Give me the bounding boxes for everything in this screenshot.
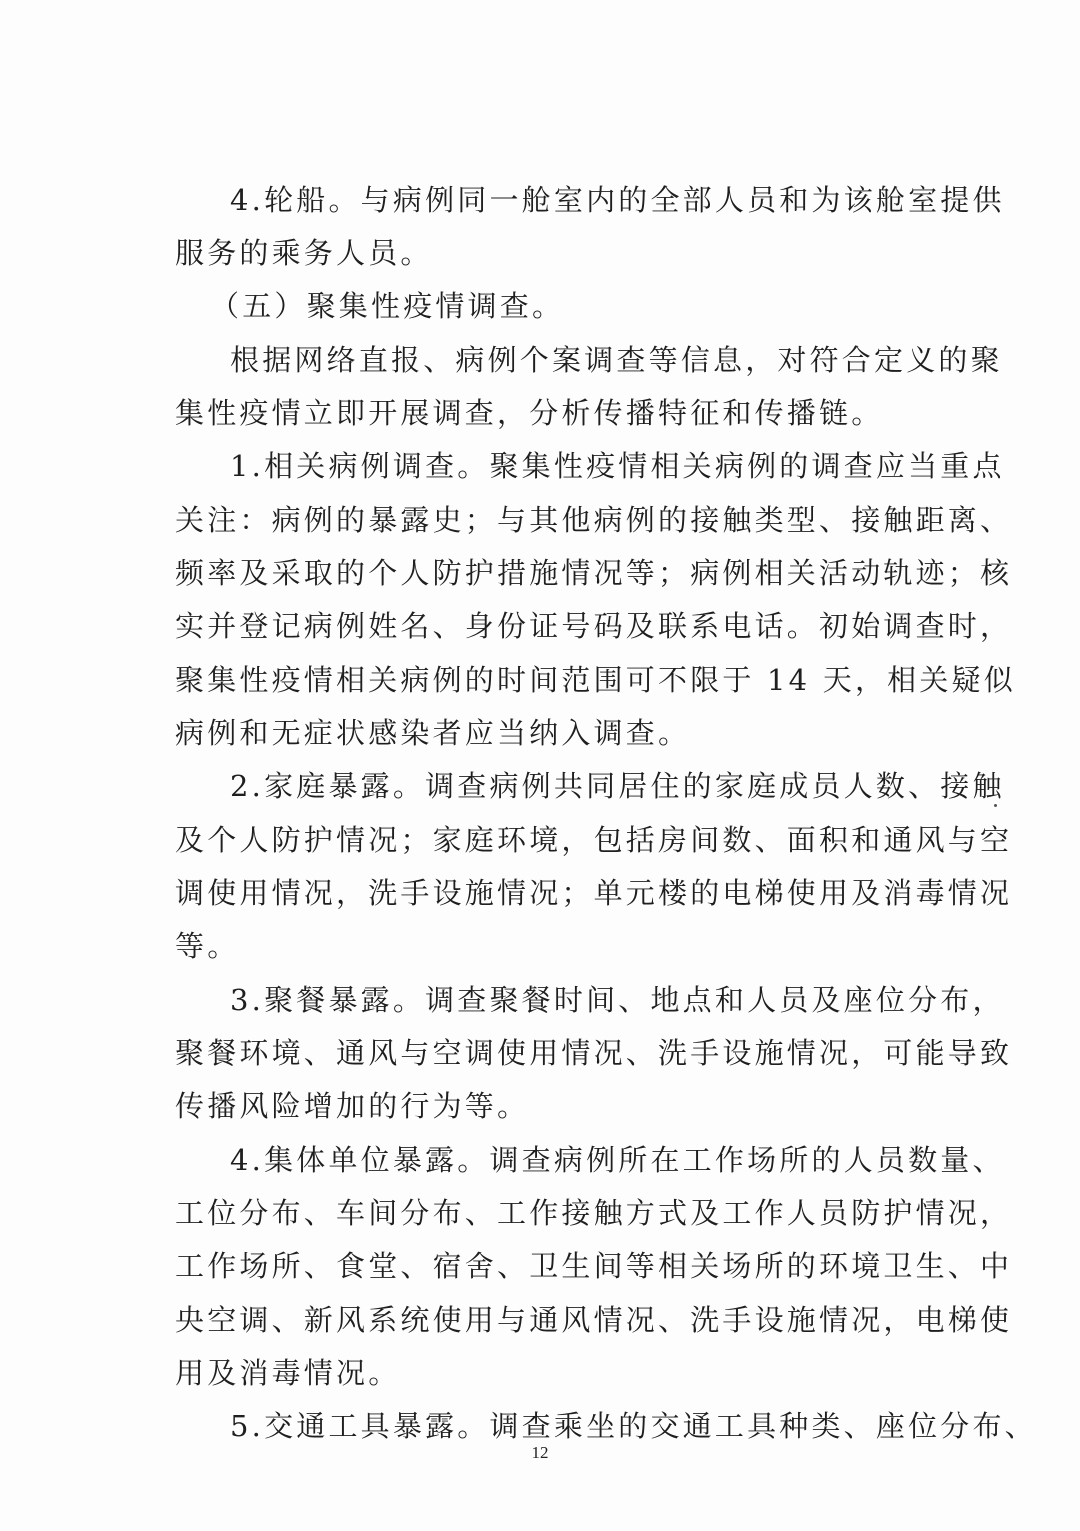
- paragraph-line: 工作场所、食堂、宿舍、卫生间等相关场所的环境卫生、中: [175, 1249, 1013, 1283]
- paragraph-line: 关注：病例的暴露史；与其他病例的接触类型、接触距离、: [175, 503, 1013, 537]
- paragraph-line: 聚餐环境、通风与空调使用情况、洗手设施情况，可能导致: [175, 1036, 1013, 1070]
- paragraph-line: 调使用情况，洗手设施情况；单元楼的电梯使用及消毒情况: [175, 876, 1013, 910]
- paragraph-first-line: 根据网络直报、病例个案调查等信息，对符合定义的聚: [230, 343, 1003, 377]
- paragraph-first-line: 1.相关病例调查。聚集性疫情相关病例的调查应当重点: [230, 449, 1005, 483]
- paragraph-line: 等。: [175, 929, 240, 963]
- paragraph-first-line: 3.聚餐暴露。调查聚餐时间、地点和人员及座位分布，: [230, 983, 1005, 1017]
- paragraph-first-line: 4.集体单位暴露。调查病例所在工作场所的人员数量、: [230, 1143, 1005, 1177]
- paragraph-line: （五）聚集性疫情调查。: [210, 289, 565, 323]
- paragraph-line: 传播风险增加的行为等。: [175, 1089, 530, 1123]
- paragraph-first-line: 5.交通工具暴露。调查乘坐的交通工具种类、座位分布、: [230, 1409, 1037, 1443]
- paragraph-first-line: 2.家庭暴露。调查病例共同居住的家庭成员人数、接触: [230, 769, 1005, 803]
- paragraph-line: 服务的乘务人员。: [175, 236, 433, 270]
- paragraph-line: 频率及采取的个人防护措施情况等；病例相关活动轨迹；核: [175, 556, 1013, 590]
- paragraph-line: 实并登记病例姓名、身份证号码及联系电话。初始调查时，: [175, 609, 1013, 643]
- paragraph-line: 病例和无症状感染者应当纳入调查。: [175, 716, 691, 750]
- paragraph-line: 工位分布、车间分布、工作接触方式及工作人员防护情况，: [175, 1196, 1013, 1230]
- paragraph-line: 央空调、新风系统使用与通风情况、洗手设施情况，电梯使: [175, 1303, 1013, 1337]
- paragraph-line: 用及消毒情况。: [175, 1356, 401, 1390]
- page-number: 12: [531, 1443, 549, 1462]
- scan-speck: [994, 804, 997, 807]
- paragraph-line: 聚集性疫情相关病例的时间范围可不限于 14 天，相关疑似: [175, 663, 1016, 697]
- paragraph-line: 及个人防护情况；家庭环境，包括房间数、面积和通风与空: [175, 823, 1013, 857]
- paragraph-first-line: 4.轮船。与病例同一舱室内的全部人员和为该舱室提供: [230, 183, 1005, 217]
- paragraph-line: 集性疫情立即开展调查，分析传播特征和传播链。: [175, 396, 884, 430]
